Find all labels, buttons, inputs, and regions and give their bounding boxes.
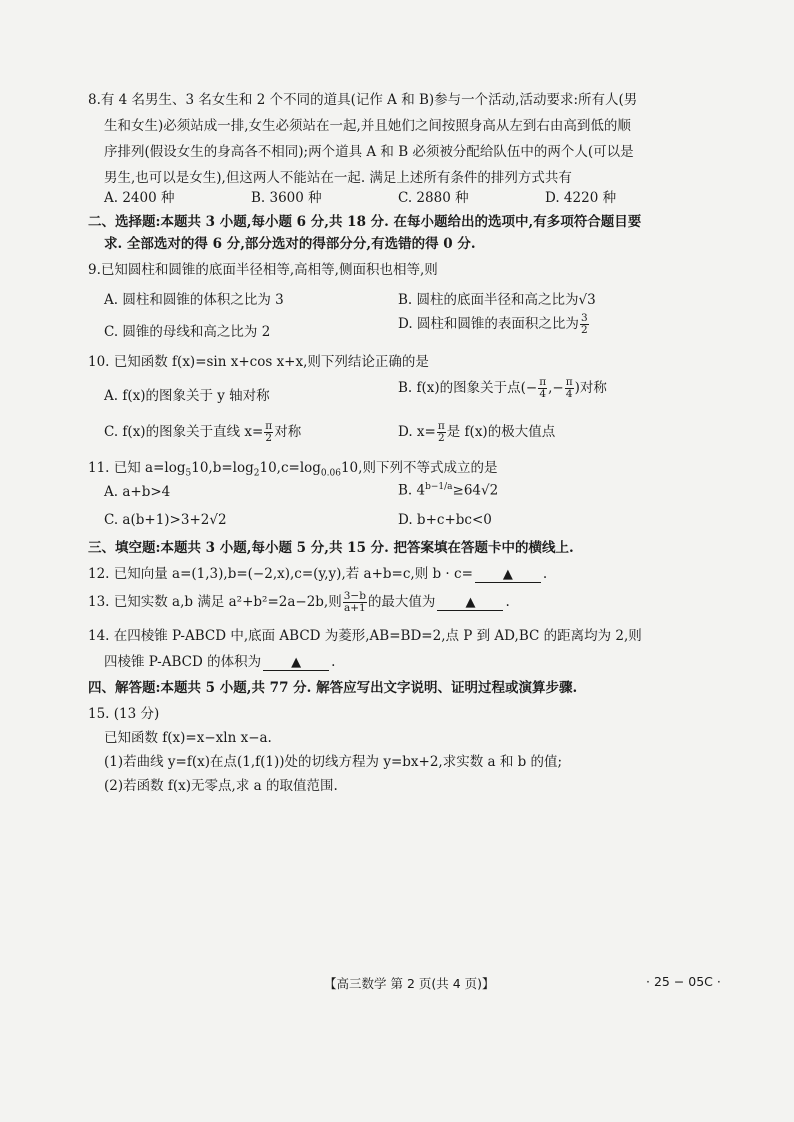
section3-heading: 三、填空题:本题共 3 小题,每小题 5 分,共 15 分. 把答案填在答题卡中的横线上.	[88, 540, 574, 556]
q9-option-c: C. 圆锥的母线和高之比为 2	[104, 324, 271, 340]
q11-stem: 11. 已知 $a=\log_510,b=\log_210,c=\log_{0.06}10$,则下列不等式成立的是	[88, 460, 498, 479]
q13-answer-blank: ▲	[437, 596, 503, 611]
q8-line3: 序排列(假设女生的身高各不相同);两个道具 A 和 B 必须被分配给队伍中的两个人(可以是	[104, 144, 634, 160]
q14-line2: 四棱锥 P-ABCD 的体积为 ▲ .	[104, 654, 336, 670]
q15-part2: (2)若函数 f(x)无零点,求 a 的取值范围.	[104, 778, 338, 794]
q10-option-c: C. f(x)的图象关于直线 x= $\frac{\pi}{2}$ 对称	[104, 419, 302, 444]
q9-option-d: D. 圆柱和圆锥的表面积之比为 $\frac{3}{2}$	[398, 311, 588, 336]
exam-code: · 25 − 05C ·	[646, 974, 721, 989]
q8-line1: 8.有 4 名男生、3 名女生和 2 个不同的道具(记作 A 和 B)参与一个活动,活动要求:所有人(男	[88, 92, 638, 108]
q13-line: 13. 已知实数 a,b 满足 a²+b²=2a−2b,则 $\frac{3-b}{a+1}$ 的最大值为 ▲ .	[88, 589, 510, 614]
q8-option-a: A. 2400 种	[104, 190, 175, 206]
q8-option-b: B. 3600 种	[251, 190, 322, 206]
section2-heading-line1: 二、选择题:本题共 3 小题,每小题 6 分,共 18 分. 在每小题给出的选项中,有多项符合题目要	[88, 214, 642, 230]
q12-answer-blank: ▲	[475, 568, 541, 583]
section2-heading-line2: 求. 全部选对的得 6 分,部分选对的得部分分,有选错的得 0 分.	[104, 236, 476, 252]
q8-line2: 生和女生)必须站成一排,女生必须站在一起,并且她们之间按照身高从左到右由高到低的顺	[104, 118, 631, 134]
q10-stem: 10. 已知函数 f(x)=sin x+cos x+x,则下列结论正确的是	[88, 354, 429, 370]
q11-option-b: B. $4^{b-1/a}\ge 64√2$	[398, 482, 499, 499]
q10-option-b: B. f(x)的图象关于点(− $\frac{\pi}{4}$ ,− $\frac{\pi}{4}$ )对称	[398, 375, 607, 400]
q11-option-c: C. a(b+1)>3+2√2	[104, 512, 227, 528]
q14-line1: 14. 在四棱锥 P-ABCD 中,底面 ABCD 为菱形,AB=BD=2,点 P 到 AD,BC 的距离均为 2,则	[88, 628, 642, 644]
q8-option-d: D. 4220 种	[545, 190, 617, 206]
q15-heading: 15. (13 分)	[88, 706, 160, 722]
q11-option-d: D. b+c+bc<0	[398, 512, 492, 528]
q11-option-a: A. a+b>4	[104, 484, 171, 500]
q8-line4: 男生,也可以是女生),但这两人不能站在一起. 满足上述所有条件的排列方式共有	[104, 170, 572, 186]
q12-line: 12. 已知向量 a=(1,3),b=(−2,x),c=(y,y),若 a+b=c,则 b · c= ▲ .	[88, 566, 548, 582]
page-footer: 【高三数学 第 2 页(共 4 页)】	[324, 976, 495, 991]
q9-stem: 9.已知圆柱和圆锥的底面半径相等,高相等,侧面积也相等,则	[88, 262, 438, 278]
q13-fraction: $\frac{3-b}{a+1}$	[343, 589, 366, 614]
q10-option-a: A. f(x)的图象关于 y 轴对称	[104, 388, 270, 404]
q14-answer-blank: ▲	[263, 656, 329, 671]
q8-option-c: C. 2880 种	[398, 190, 469, 206]
q15-part1: (1)若曲线 y=f(x)在点(1,f(1))处的切线方程为 y=bx+2,求实数 a 和 b 的值;	[104, 754, 563, 770]
q9-option-a: A. 圆柱和圆锥的体积之比为 3	[104, 292, 284, 308]
q9-d-fraction: $\frac{3}{2}$	[580, 311, 588, 336]
q10-option-d: D. x= $\frac{\pi}{2}$ 是 f(x)的极大值点	[398, 419, 556, 444]
q15-given: 已知函数 f(x)=x−xln x−a.	[104, 730, 272, 746]
q9-option-b: B. 圆柱的底面半径和高之比为√3	[398, 292, 596, 308]
section4-heading: 四、解答题:本题共 5 小题,共 77 分. 解答应写出文字说明、证明过程或演算步骤.	[88, 680, 578, 696]
